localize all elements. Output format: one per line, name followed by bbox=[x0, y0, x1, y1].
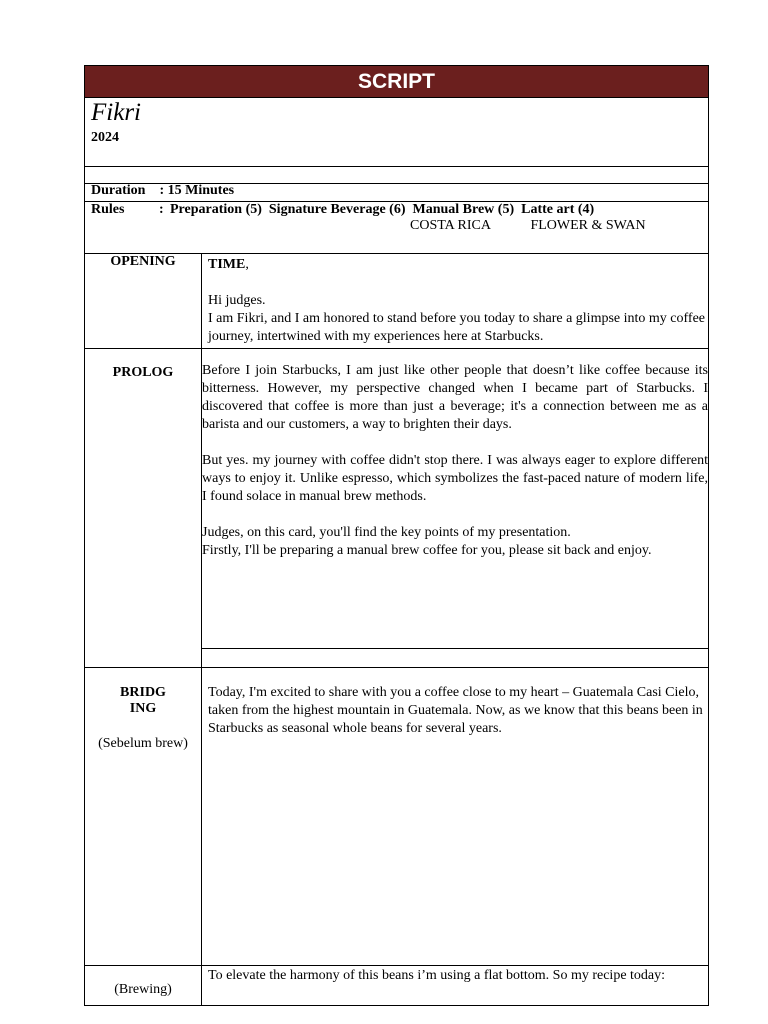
rules-colon: : bbox=[159, 202, 164, 217]
rules-items: Preparation (5) Signature Beverage (6) Manual Brew (5) Latte art (4) bbox=[170, 202, 595, 217]
script-header: SCRIPT bbox=[85, 66, 708, 97]
rules-label: Rules bbox=[91, 202, 125, 217]
prolog-paragraph: Judges, on this card, you'll find the key points of my presentation. bbox=[202, 525, 571, 540]
opening-label: OPENING bbox=[110, 254, 176, 269]
prolog-label: PROLOG bbox=[112, 365, 174, 380]
duration: Duration : 15 Minutes bbox=[91, 183, 235, 198]
latte-art-pick: FLOWER & SWAN bbox=[530, 218, 646, 233]
prolog-paragraph: But yes. my journey with coffee didn't stop there. I was always eager to explore different ways to enjoy it. Unlike espresso, which symbolizes the fast-paced nature of modern life, I found solace in manual brew methods. bbox=[202, 453, 708, 504]
divider bbox=[85, 348, 708, 349]
prolog-text bbox=[202, 362, 708, 560]
opening-intro: I am Fikri, and I am honored to stand before you today to share a glimpse into my coffee journey, intertwined with my experiences here at Starbucks. bbox=[208, 311, 705, 344]
time-cue: TIME bbox=[208, 257, 246, 272]
bridging-text: Today, I'm excited to share with you a coffee close to my heart – Guatemala Casi Cielo, taken from the highest mountain in Guatemala. Now, as we know that this beans been in Starbucks as seasonal whole beans for several years. bbox=[208, 685, 703, 736]
time-suffix: , bbox=[245, 257, 249, 272]
divider bbox=[85, 965, 708, 966]
divider bbox=[201, 648, 708, 649]
prolog-paragraph: Firstly, I'll be preparing a manual brew coffee for you, please sit back and enjoy. bbox=[202, 543, 652, 558]
rules-row bbox=[91, 202, 595, 218]
bridging-label-line: BRIDG bbox=[120, 685, 166, 700]
prolog-paragraph: Before I join Starbucks, I am just like other people that doesn’t like coffee because its bitterness. However, my perspective changed when I became part of Starbucks. I discovered that coffee is more than just a beverage; it's a connection between me as a barista and our customers, a way to brighten their days. bbox=[202, 363, 708, 432]
rule-picks bbox=[410, 218, 682, 234]
divider bbox=[85, 166, 708, 167]
competitor-name: Fikri bbox=[91, 99, 141, 126]
bridging-label bbox=[85, 685, 201, 717]
brewing-text: To elevate the harmony of this beans i’m using a flat bottom. So my recipe today: bbox=[208, 968, 666, 983]
brewing-label: (Brewing) bbox=[114, 982, 172, 997]
script-document bbox=[84, 65, 709, 1006]
competition-year: 2024 bbox=[91, 130, 119, 145]
bridging-label-line: ING bbox=[129, 701, 157, 716]
bridging-note: (Sebelum brew) bbox=[98, 736, 188, 751]
opening-greeting: Hi judges. bbox=[208, 293, 266, 308]
divider bbox=[85, 667, 708, 668]
opening-text bbox=[208, 256, 708, 346]
divider bbox=[85, 97, 708, 98]
manual-brew-pick: COSTA RICA bbox=[410, 218, 491, 233]
